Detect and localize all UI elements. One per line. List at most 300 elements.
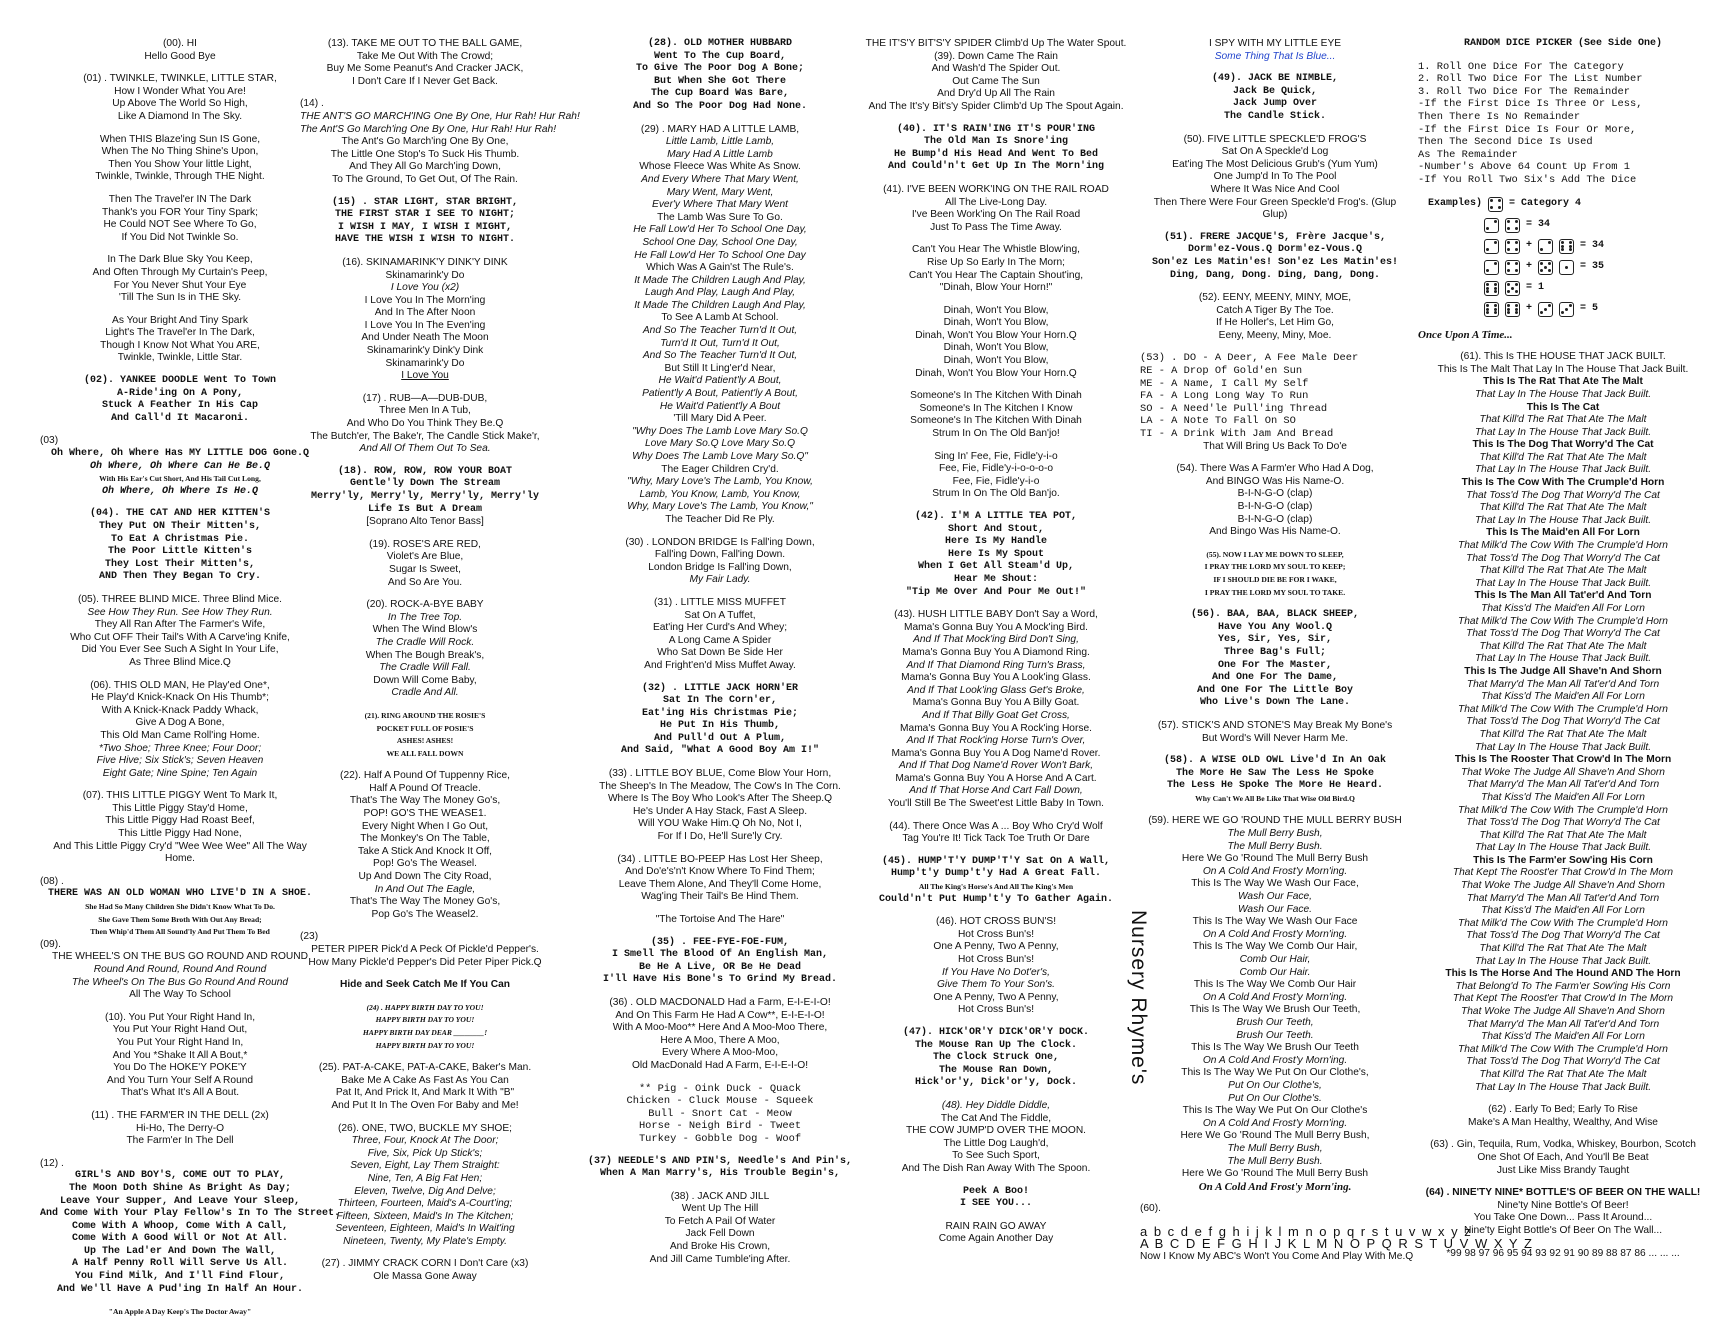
rhyme-line: B-I-N-G-O (clap)	[1237, 501, 1313, 512]
rhyme-line: Tag You're It! Tick Tack Toe Truth Or Dare	[902, 833, 1090, 845]
rhyme-line: Nine'ty Nine Bottle's Of Beer!	[1497, 1199, 1629, 1211]
rhyme-line: Bull - Snort Cat - Meow	[648, 1107, 792, 1120]
rhyme-line: Take A Stick And Knock It Off,	[357, 845, 493, 857]
rhyme-line: Eat'ing Her Curd's And Whey;	[652, 622, 788, 634]
rhyme-line: She Gave Them Some Broth With Out Any Bread;	[98, 914, 262, 924]
rhyme-line: And If That Dog Name'd Rover Won't Bark,	[898, 760, 1094, 772]
rhyme-line: (31) . LITTLE MISS MUFFET	[654, 596, 786, 608]
rhyme-line: This Is The Rat That Ate The Malt	[1483, 376, 1643, 388]
rhyme-line: Leave Your Supper, And Leave Your Sleep,	[59, 1195, 301, 1207]
rhyme-block	[40, 790, 320, 866]
rhyme-line: The Ant'S Go March'ing One By One, Hur Rah! Hur Rah!	[300, 123, 557, 135]
rhyme-block	[1418, 38, 1708, 51]
rhyme-line: (46). HOT CROSS BUN'S!	[935, 916, 1057, 928]
rhyme-line: He Fall Low'd Her To School One Day	[634, 249, 806, 261]
rhyme-line: Then The Travel'er IN The Dark	[108, 193, 252, 205]
rhyme-line: He Play'd Knick-Knack On His Thumb*;	[91, 692, 269, 704]
rhyme-block	[40, 38, 320, 63]
rhyme-line: *99 98 97 96 95 94 93 92 91 90 89 88 87 86 ... ... ...	[1446, 1247, 1680, 1259]
rhyme-line: The Farm'er In The Dell	[126, 1135, 234, 1147]
rhyme-line: (50). FIVE LITTLE SPECKLE'D FROG'S	[1183, 133, 1367, 145]
rhyme-line: Sat On A Tuffet,	[684, 609, 756, 621]
rhyme-line: "The Tortoise And The Hare"	[655, 914, 785, 925]
rhyme-line: Ever'y Where That Mary Went	[652, 199, 788, 211]
rhyme-line: (20). ROCK-A-BYE BABY	[366, 599, 484, 611]
rhyme-line: That Kiss'd The Maid'en All For Lorn	[1481, 1031, 1645, 1043]
rhyme-line: [Soprano Alto Tenor Bass]	[366, 516, 484, 528]
rhyme-line: Eight Gate; Nine Spine; Ten Again	[102, 767, 258, 779]
rhyme-block	[40, 194, 320, 244]
die-icon	[1505, 260, 1520, 275]
rhyme-line: And Call'd It Macaroni.	[110, 412, 250, 424]
die-icon	[1538, 302, 1553, 317]
rhyme-line: The Mull Berry Bush.	[1227, 1155, 1323, 1167]
rhyme-line: (23)	[300, 931, 319, 943]
rhyme-line: WE ALL FALL DOWN	[386, 748, 464, 758]
rhyme-line: That Woke The Judge All Shave'n And Shorn	[1461, 880, 1665, 892]
rhyme-line: (32) . LITTLE JACK HORN'ER	[641, 682, 799, 694]
rhyme-line: ME - A Name, I Call My Self	[1140, 377, 1309, 390]
rhyme-line: He's Under A Hay Stack, Fast A Sleep.	[632, 805, 808, 817]
rhyme-line: Went To The Cup Board,	[653, 50, 787, 62]
rhyme-line: And Do'e's'n't Know Where To Find Them;	[625, 866, 815, 878]
plus-sign: +	[1526, 239, 1533, 251]
rhyme-line: Hick'or'y, Dick'or'y, Dock.	[914, 1077, 1078, 1089]
rhyme-block	[40, 254, 320, 304]
rhyme-line: (11) . THE FARM'ER IN THE DELL (2x)	[91, 1109, 269, 1121]
rhyme-line: And Put It In The Oven For Baby and Me!	[331, 1099, 519, 1111]
rhyme-line: The Cradle Will Fall.	[379, 662, 471, 674]
rhyme-line: A Long Came A Spider	[668, 634, 772, 646]
rhyme-line: (16). SKINAMARINK'Y DINK'Y DINK	[342, 256, 508, 268]
column-4	[862, 38, 1130, 1256]
rhyme-line: The Lamb Was Sure To Go.	[657, 211, 783, 223]
rhyme-line: HAPPY BIRTH DAY TO YOU!	[375, 1015, 475, 1025]
rhyme-line: That Lay In The House That Jack Built.	[1474, 1081, 1652, 1093]
rhyme-block	[40, 876, 320, 1002]
rhyme-line: Bake Me A Cake As Fast As You Can	[341, 1074, 509, 1086]
rhyme-line: Nineteen, Twenty, My Plate's Empty.	[343, 1235, 507, 1247]
rhyme-line: Dinah, Won't You Blow Your Horn.Q	[915, 367, 1077, 379]
rhyme-line: And Who Do You Think They Be.Q	[346, 418, 504, 430]
rhyme-line: Where It Was Nice And Cool	[1210, 183, 1340, 195]
rhyme-line: She Had So Many Children She Didn't Know What To Do.	[85, 902, 275, 912]
rhyme-line: In The Tree Top.	[387, 611, 463, 623]
die-icon	[1488, 197, 1503, 212]
rhyme-line: (56). BAA, BAA, BLACK SHEEP,	[1190, 609, 1360, 621]
rhyme-line: Jack Jump Over	[1232, 98, 1317, 110]
rhyme-line: Lamb, You Know, Lamb, You Know,	[639, 488, 801, 500]
rhyme-line: (08) .	[40, 875, 64, 887]
rhyme-line: Down Will Come Baby,	[373, 674, 477, 686]
rhyme-line: (04). THE CAT AND HER KITTEN'S	[89, 508, 271, 520]
rhyme-line: This Is The Dog That Worry'd The Cat	[1472, 439, 1654, 451]
rhyme-line: And Under Neath The Moon	[361, 332, 489, 344]
rhyme-line: Eleven, Twelve, Dig And Delve;	[354, 1185, 496, 1197]
rhyme-line: Come With A Whoop, Come With A Call,	[71, 1220, 289, 1232]
rhyme-line: HAVE THE WISH I WISH TO NIGHT.	[334, 234, 516, 246]
rhyme-line: Like A Diamond In The Sky.	[117, 110, 243, 122]
rhyme-line: And So The Poor Dog Had None.	[632, 100, 808, 112]
rhyme-line: When I Get All Steam'd Up,	[917, 561, 1075, 573]
rhyme-line: I SPY WITH MY LITTLE EYE	[1208, 38, 1342, 49]
rhyme-line: And Often Through My Curtain's Peep,	[92, 266, 268, 278]
rhyme-line: Make's A Man Healthy, Wealthy, And Wise	[1468, 1116, 1658, 1128]
rhyme-line: One Shot Of Each, And You'll Be Beat	[1477, 1151, 1649, 1163]
die-icon	[1484, 218, 1499, 233]
rhyme-line: This Is The Maid'en All For Lorn	[1486, 527, 1640, 539]
rhyme-line: Strum In On The Old Ban'jo!	[932, 428, 1060, 440]
rhyme-line: Turn'd It Out, Turn'd It Out,	[660, 337, 780, 349]
rhyme-line: Fifteen, Sixteen, Maid's In The Kitchen;	[336, 1210, 514, 1222]
rhyme-line: Up And Down The City Road,	[358, 871, 492, 883]
rhyme-line: GIRL'S AND BOY'S, COME OUT TO PLAY,	[74, 1170, 286, 1182]
rhyme-line: The Monkey's On The Table,	[360, 833, 490, 845]
dice-result: = 34	[1580, 239, 1605, 251]
rhyme-line: Now I Know My ABC's Won't You Come And Play With Me.Q	[1140, 1251, 1414, 1263]
rhyme-line: The More He Saw The Less He Spoke	[1175, 767, 1375, 779]
rhyme-line: 3. Roll Two Dice For The Remainder	[1418, 85, 1631, 98]
rhyme-line: RANDOM DICE PICKER (See Side One)	[1463, 38, 1663, 49]
rhyme-line: The Mull Berry Bush,	[1227, 828, 1323, 840]
dice-result: = 5	[1580, 302, 1599, 314]
rhyme-block	[300, 770, 550, 921]
rhyme-line: Violet's Are Blue,	[386, 551, 464, 563]
rhyme-line: "Why, Mary Love's The Lamb, You Know,	[627, 476, 813, 488]
rhyme-line: As Three Blind Mice.Q	[129, 656, 231, 668]
rhyme-line: (24) . HAPPY BIRTH DAY TO YOU!	[366, 1002, 484, 1012]
rhyme-line: Brush Our Teeth,	[1236, 1016, 1314, 1028]
rhyme-line: Put On Our Clothe's,	[1228, 1079, 1322, 1091]
rhyme-line: (40). IT'S RAIN'ING IT'S POUR'ING	[896, 123, 1096, 135]
rhyme-line: TI - A Drink With Jam And Bread	[1140, 428, 1334, 441]
rhyme-line: And So Are You.	[387, 576, 463, 588]
rhyme-line: (39). Down Came The Rain	[934, 50, 1058, 62]
rhyme-line: On A Cold And Frost'y Morn'ing.	[1202, 865, 1348, 877]
side-title: Nursery Rhyme's	[1127, 910, 1150, 1086]
rhyme-block	[862, 38, 1130, 114]
rhyme-line: Take Me Out With The Crowd;	[356, 50, 494, 62]
rhyme-block	[1140, 463, 1410, 539]
rhyme-line: (14) .	[300, 98, 324, 110]
rhyme-line: HAPPY BIRTH DAY DEAR ________!	[362, 1027, 488, 1037]
rhyme-line: Skinamarink'y Do	[385, 269, 465, 281]
rhyme-line: -If You Roll Two Six's Add The Dice	[1418, 173, 1637, 186]
rhyme-line: Have You Any Wool.Q	[1217, 621, 1333, 633]
rhyme-line: Sat In The Corn'er,	[662, 695, 778, 707]
rhyme-line: Oh Where, Oh Where Can He Be.Q	[89, 460, 271, 472]
dice-result: = 34	[1526, 218, 1551, 230]
rhyme-line: That Marry'd The Man All Tat'er'd And Torn	[1466, 779, 1660, 791]
rhyme-line: The Poor Little Kitten's	[107, 546, 253, 558]
rhyme-line: You Find Milk, And I'll Find Flour,	[74, 1271, 286, 1283]
rhyme-block	[862, 390, 1130, 440]
rhyme-block	[1418, 329, 1708, 342]
rhyme-line: Here We Go 'Round The Mull Berry Bush	[1181, 853, 1369, 865]
rhyme-line: Laugh And Play, Laugh And Play,	[644, 287, 796, 299]
die-icon	[1559, 239, 1574, 254]
rhyme-line: The Butch'er, The Bake'r, The Candle Stick Make'r,	[310, 430, 540, 442]
die-icon	[1484, 302, 1499, 317]
rhyme-line: That Woke The Judge All Shave'n And Shorn	[1461, 766, 1665, 778]
rhyme-line: THE IT'S'Y BIT'S'Y SPIDER Climb'd Up The Water Spout.	[865, 38, 1127, 49]
rhyme-line: He Fall Low'd Her To School One Day,	[633, 224, 807, 236]
rhyme-line: The Mull Berry Bush,	[1227, 1142, 1323, 1154]
rhyme-line: That Kiss'd The Maid'en All For Lorn	[1481, 691, 1645, 703]
rhyme-line: (26). ONE, TWO, BUCKLE MY SHOE;	[338, 1122, 512, 1134]
rhyme-line: That Lay In The House That Jack Built.	[1474, 955, 1652, 967]
rhyme-line: Sugar Is Sweet,	[389, 563, 461, 575]
rhyme-line: He Wait'd Patient'ly A Bout,	[658, 375, 782, 387]
rhyme-line: The Old Man Is Snore'ing	[923, 136, 1069, 148]
rhyme-line: Oh Where, Oh Where Is He.Q	[101, 485, 259, 497]
rhyme-line: THE ANT'S GO MARCH'ING One By One, Hur Rah! Hur Rah!	[300, 110, 580, 122]
rhyme-line: He Could NOT See Where To Go,	[103, 219, 257, 231]
rhyme-line: You Put Your Right Hand In,	[116, 1036, 244, 1048]
rhyme-block	[1140, 1223, 1534, 1264]
rhyme-line: That Kill'd The Rat That Ate The Malt	[1479, 565, 1647, 577]
rhyme-line: On A Cold And Frost'y Morn'ing.	[1198, 1180, 1352, 1193]
rhyme-line: "Tip Me Over And Pour Me Out!"	[905, 586, 1087, 598]
column-3	[575, 38, 865, 1276]
rhyme-line: This Is The Way We Comb Our Hair	[1193, 979, 1357, 991]
rhyme-line: Strum In On The Old Ban'jo.	[932, 488, 1060, 500]
rhyme-line: Dorm'ez-Vous.Q Dorm'ez-Vous.Q	[1187, 244, 1363, 256]
rhyme-line: Will YOU Wake Him.Q Oh No, Not I,	[638, 818, 802, 830]
rhyme-block	[862, 1027, 1130, 1090]
rhyme-line: That Toss'd The Dog That Worry'd The Cat	[1466, 817, 1660, 829]
rhyme-line: Little Lamb, Little Lamb,	[665, 136, 775, 148]
rhyme-line: a b c d e f g h i j k l m n o p q r s t u v w x y z	[1140, 1223, 1473, 1239]
rhyme-line: (12) .	[40, 1157, 64, 1169]
rhyme-line: This Is The Way We Brush Our Teeth,	[1189, 1004, 1361, 1016]
rhyme-line: Half A Pound Of Treacle.	[369, 782, 481, 794]
rhyme-line: RE - A Drop Of Gold'en Sun	[1140, 365, 1303, 378]
rhyme-line: THE FIRST STAR I SEE TO NIGHT;	[334, 209, 516, 221]
rhyme-line: For You Never Shut Your Eye	[113, 279, 247, 291]
rhyme-line: SO - A Need'le Pull'ing Thread	[1140, 402, 1328, 415]
rhyme-line: Why, Mary Love's The Lamb, You Know,"	[627, 501, 813, 513]
rhyme-block	[1140, 609, 1410, 710]
rhyme-line: B-I-N-G-O (clap)	[1237, 488, 1313, 500]
rhyme-line: This Is The Horse And The Hound AND The Horn	[1445, 968, 1681, 980]
rhyme-line: That Will Bring Us Back To Do'e	[1203, 440, 1347, 452]
rhyme-block	[575, 537, 865, 587]
column-2	[300, 38, 580, 1294]
rhyme-line: I Smell The Blood Of An English Man,	[611, 949, 829, 961]
rhyme-line: That Toss'd The Dog That Worry'd The Cat	[1466, 930, 1660, 942]
die-icon	[1538, 260, 1553, 275]
rhyme-line: (29) . MARY HAD A LITTLE LAMB,	[640, 123, 800, 135]
rhyme-line: Dinah, Won't You Blow,	[943, 342, 1049, 354]
rhyme-line: Out Came The Sun	[952, 75, 1040, 87]
rhyme-line: That Milk'd The Cow With The Crumple'd Horn	[1458, 615, 1668, 627]
rhyme-line: Someone's In The Kitchen I Know	[919, 402, 1073, 414]
rhyme-line: (63) . Gin, Tequila, Rum, Vodka, Whiskey, Bourbon, Scotch	[1430, 1139, 1696, 1151]
rhyme-line: And Broke His Crown,	[669, 1241, 771, 1253]
rhyme-line: That Lay In The House That Jack Built.	[1474, 842, 1652, 854]
rhyme-line: Here A Moo, There A Moo,	[660, 1034, 780, 1046]
rhyme-line: That Kill'd The Rat That Ate The Malt	[1479, 943, 1647, 955]
rhyme-line: Peek A Boo!	[962, 1185, 1029, 1197]
rhyme-line: Here Is My Handle	[944, 536, 1048, 548]
rhyme-line: In The Dark Blue Sky You Keep,	[107, 254, 253, 266]
rhyme-line: That Kept The Roost'er That Crow'd In The Morn	[1452, 867, 1674, 879]
rhyme-line: When The Bough Break's,	[365, 649, 485, 661]
dice-example-row	[1484, 281, 1708, 296]
rhyme-line: 1. Roll One Dice For The Category	[1418, 60, 1624, 73]
rhyme-line: And One For The Dame,	[1211, 672, 1339, 684]
rhyme-block	[1140, 1203, 1410, 1216]
rhyme-line: Went Up The Hill	[681, 1203, 759, 1215]
rhyme-line: (05). THREE BLIND MICE. Three Blind Mice.	[78, 593, 282, 605]
rhyme-line: He Bump'd His Head And Went To Bed	[893, 148, 1099, 160]
rhyme-line: That Kiss'd The Maid'en All For Lorn	[1481, 791, 1645, 803]
rhyme-line: The Mouse Ran Up The Clock.	[914, 1039, 1078, 1051]
rhyme-line: And If That Horse And Cart Fall Down,	[909, 785, 1083, 797]
rhyme-line: (60).	[1140, 1203, 1161, 1215]
rhyme-line: Turkey - Gobble Dog - Woof	[638, 1132, 802, 1145]
rhyme-line: That Kill'd The Rat That Ate The Malt	[1479, 414, 1647, 426]
rhyme-line: This Is The Way We Put On Our Clothe's,	[1181, 1067, 1369, 1079]
rhyme-line: That Lay In The House That Jack Built.	[1474, 741, 1652, 753]
rhyme-line: This Is The Way We Wash Our Face	[1192, 916, 1358, 928]
rhyme-line: Rise Up So Early In The Morn;	[927, 256, 1065, 268]
rhyme-line: Someone's In The Kitchen With Dinah	[910, 390, 1082, 402]
rhyme-line: Dinah, Won't You Blow Your Horn.Q	[915, 329, 1077, 341]
rhyme-line: (57). STICK'S AND STONE'S May Break My Bone's	[1157, 719, 1393, 731]
rhyme-line: That Kill'd The Rat That Ate The Malt	[1479, 829, 1647, 841]
rhyme-line: This Is The Way We Brush Our Teeth	[1191, 1042, 1359, 1054]
rhyme-line: (17) . RUB—A—DUB-DUB,	[362, 392, 488, 404]
rhyme-line: Why Does The Lamb Love Mary So.Q"	[632, 451, 808, 462]
rhyme-line: Once Upon A Time...	[1418, 328, 1513, 341]
rhyme-line: And So The Teacher Turn'd It Out,	[642, 350, 798, 362]
rhyme-line: One For The Master,	[1217, 659, 1333, 671]
rhyme-line: The Cup Board Was Bare,	[650, 88, 790, 100]
rhyme-line: (03)	[40, 435, 59, 447]
rhyme-line: A Half Penny Roll Will Serve Us All.	[71, 1258, 289, 1270]
rhyme-line: The Clock Struck One,	[932, 1052, 1060, 1064]
rhyme-block	[300, 1258, 550, 1283]
rhyme-line: Just Like Miss Brandy Taught	[1496, 1164, 1630, 1176]
rhyme-line: (41). I'VE BEEN WORK'ING ON THE RAIL ROAD	[883, 183, 1109, 195]
rhyme-line: I Love You In The Morn'ing	[364, 294, 486, 306]
rhyme-line: "Why Does The Lamb Love Mary So.Q	[632, 425, 808, 437]
rhyme-block	[40, 1157, 341, 1297]
rhyme-line: Dinah, Won't You Blow,	[943, 355, 1049, 367]
rhyme-line: This Is The Farm'er Sow'ing His Corn	[1473, 854, 1653, 866]
rhyme-line: Eat'ing His Christmas Pie;	[641, 707, 799, 719]
rhyme-block	[575, 768, 865, 844]
rhyme-line: This Little Piggy Stay'd Home,	[112, 802, 248, 814]
rhyme-line: (44). There Once Was A ... Boy Who Cry'd Wolf	[889, 820, 1103, 832]
rhyme-line: Home.	[164, 853, 195, 865]
rhyme-block	[862, 511, 1130, 599]
rhyme-line: Could'n't Put Hump't'y To Gather Again.	[878, 893, 1114, 905]
rhyme-line: How Many Pickle'd Pepper's Did Peter Piper Pick.Q	[308, 956, 542, 968]
rhyme-line: (38) . JACK AND JILL	[670, 1190, 770, 1202]
rhyme-line: Here We Go 'Round The Mull Berry Bush,	[1180, 1130, 1370, 1142]
rhyme-block	[300, 931, 550, 969]
rhyme-line: The Sheep's In The Meadow, The Cow's In The Corn.	[599, 780, 841, 792]
rhyme-line: "An Apple A Day Keep's The Doctor Away"	[108, 1307, 252, 1317]
rhyme-block	[300, 38, 550, 88]
rhyme-line: And If That Billy Goat Get Cross,	[922, 709, 1070, 721]
rhyme-line: That Kiss'd The Maid'en All For Lorn	[1481, 603, 1645, 614]
rhyme-line: (27) . JIMMY CRACK CORN I Don't Care (x3)	[321, 1258, 529, 1270]
rhyme-line: Come Again Another Day	[938, 1233, 1054, 1245]
rhyme-block	[1140, 352, 1410, 453]
rhyme-line: 'Till The Sun Is in THE Sky.	[118, 292, 242, 304]
rhyme-line: And So The Teacher Turn'd It Out,	[642, 325, 798, 337]
rhyme-line: (55). NOW I LAY ME DOWN TO SLEEP,	[1206, 549, 1344, 559]
rhyme-line: And If That Diamond Ring Turn's Brass,	[906, 659, 1086, 671]
rhyme-line: Jack Fell Down	[685, 1228, 755, 1240]
rhyme-line: Fee, Fie, Fidle'y-i-o-o-o-o	[938, 463, 1054, 475]
rhyme-line: The Cradle Will Rock.	[375, 636, 475, 648]
rhyme-line: (21). RING AROUND THE ROSIE'S	[364, 710, 486, 720]
rhyme-block	[300, 710, 550, 760]
rhyme-line: Three Men In A Tub,	[379, 405, 471, 417]
rhyme-line: Mary Went, Mary Went,	[666, 186, 774, 198]
rhyme-line: You Put Your Right Hand Out,	[112, 1024, 248, 1036]
rhyme-line: The Little One Stop's To Suck His Thumb.	[330, 148, 520, 160]
rhyme-block	[1140, 38, 1410, 63]
die-icon	[1559, 302, 1574, 317]
rhyme-line: (34) . LITTLE BO-PEEP Has Lost Her Sheep,	[617, 853, 823, 865]
rhyme-line: That Lay In The House That Jack Built.	[1474, 653, 1652, 665]
rhyme-line: I Don't Care If I Never Get Back.	[352, 75, 498, 87]
rhyme-line: And You *Shake It All A Bout,*	[112, 1049, 248, 1061]
rhyme-block	[1140, 232, 1410, 282]
rhyme-line: PETER PIPER Pick'd A Peck Of Pickle'd Pepper's.	[311, 944, 539, 955]
rhyme-line: That Milk'd The Cow With The Crumple'd Horn	[1458, 804, 1668, 816]
rhyme-block	[1140, 755, 1410, 805]
rhyme-block	[575, 914, 865, 927]
rhyme-line: Brush Our Teeth.	[1236, 1029, 1314, 1041]
rhyme-line: (25). PAT-A-CAKE, PAT-A-CAKE, Baker's Man.	[318, 1062, 532, 1074]
rhyme-block	[300, 599, 550, 700]
rhyme-line: Mama's Gonna Buy You A Mock'ing Bird.	[904, 621, 1088, 633]
rhyme-line: Comb Our Hair,	[1239, 954, 1311, 965]
rhyme-line: Mama's Gonna Buy You A Look'ing Glass.	[901, 672, 1091, 684]
rhyme-line: I Love You In The Even'ing	[364, 319, 486, 331]
rhyme-line: Fall'ing Down, Fall'ing Down.	[654, 549, 786, 561]
rhyme-block	[862, 609, 1130, 811]
rhyme-line: Hot Cross Bun's!	[957, 928, 1035, 940]
rhyme-line: Twinkle, Twinkle, Little Star.	[117, 352, 243, 364]
examples-label: Examples)	[1428, 197, 1483, 209]
column-6	[1418, 38, 1708, 1270]
rhyme-line: Then You Show Your little Light,	[108, 158, 252, 170]
rhyme-line: But When She Got There	[653, 75, 787, 87]
rhyme-line: POP! GO'S THE WEASE1.	[363, 808, 487, 820]
rhyme-line: To See A Lamb At School.	[661, 312, 779, 324]
rhyme-line: See How They Run. See How They Run.	[87, 606, 273, 618]
rhyme-line: (51). FRERE JACQUE'S, Frère Jacque's,	[1163, 231, 1387, 243]
rhyme-block	[862, 1100, 1130, 1176]
die-icon	[1505, 239, 1520, 254]
rhyme-line: Wash Our Face,	[1238, 891, 1312, 903]
rhyme-line: Buy Me Some Peanut's And Cracker JACK,	[326, 63, 524, 75]
rhyme-block	[862, 244, 1130, 294]
rhyme-block	[40, 508, 320, 584]
column-1	[40, 38, 341, 1329]
rhyme-line: ASHES! ASHES!	[396, 736, 454, 746]
rhyme-line: A B C D E F G H I J K L M N O P Q R S T U V W X Y Z	[1140, 1236, 1534, 1252]
rhyme-line: Someone's In The Kitchen With Dinah	[910, 415, 1082, 427]
